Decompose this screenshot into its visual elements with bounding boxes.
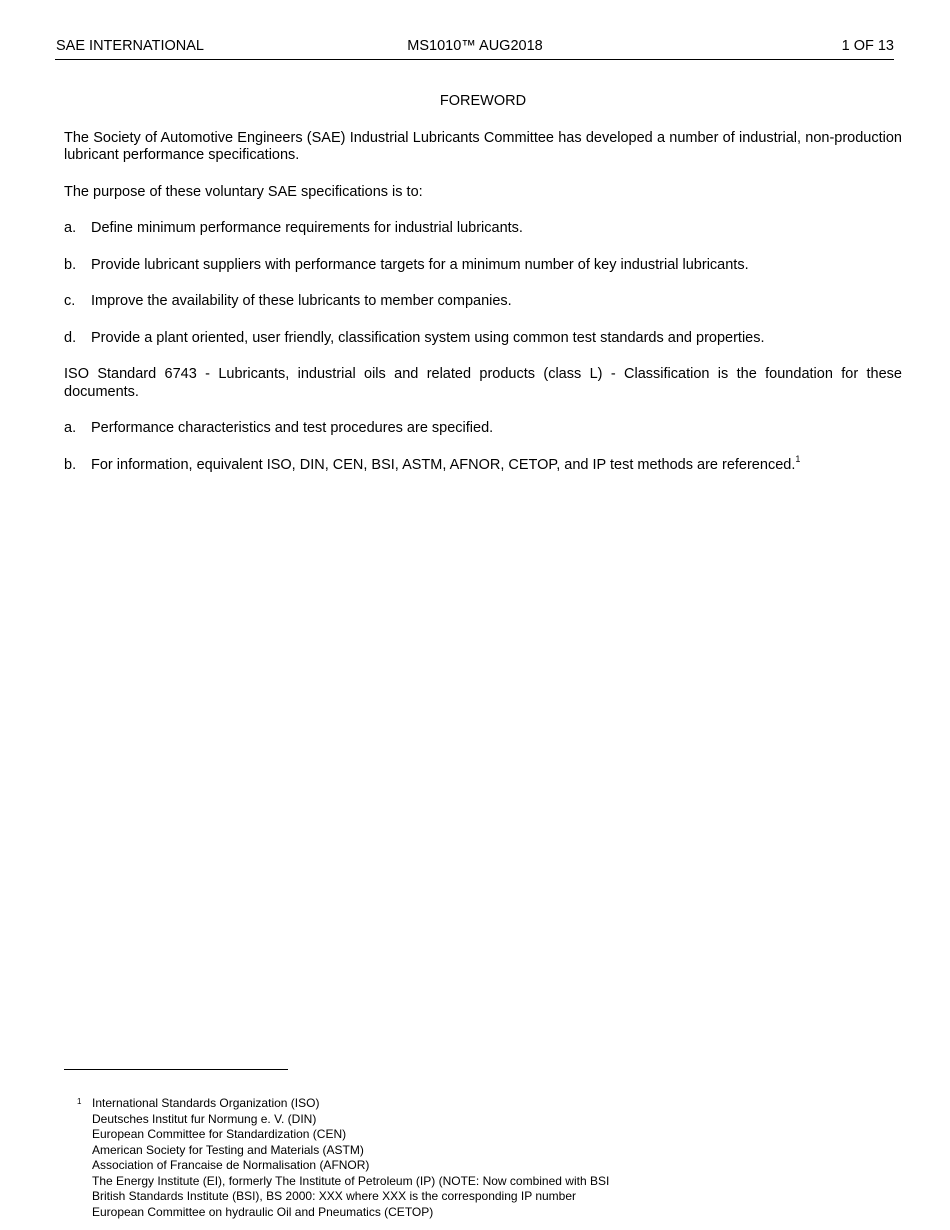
footnote-line: International Standards Organization (ISO)	[92, 1096, 320, 1110]
purpose-paragraph: The purpose of these voluntary SAE specifications is to:	[64, 183, 423, 200]
intro-paragraph: The Society of Automotive Engineers (SAE) Industrial Lubricants Committee has developed a number of industrial, non-production lubricant performance specifications.	[64, 129, 902, 163]
footnote-line: The Energy Institute (EI), formerly The Institute of Petroleum (IP) (NOTE: Now combined with BSI	[92, 1173, 610, 1188]
list-item	[64, 330, 902, 348]
footnote-line: Deutsches Institut fur Normung e. V. (DIN)	[92, 1111, 317, 1126]
footnote-mark: 1	[77, 1097, 82, 1106]
list-item	[64, 293, 902, 311]
footnote	[77, 1096, 877, 1220]
list-item-text: Improve the availability of these lubricants to member companies.	[91, 293, 512, 309]
list-item	[64, 257, 902, 275]
foreword-section	[64, 93, 902, 493]
list-item	[64, 220, 902, 238]
list-item-text: Provide lubricant suppliers with performance targets for a minimum number of key industrial lubricants.	[91, 256, 749, 273]
header-organization: SAE INTERNATIONAL	[56, 38, 204, 54]
header-page-number: 1 OF 13	[841, 38, 894, 54]
footnote-divider	[64, 1069, 288, 1070]
section-title: FOREWORD	[439, 93, 527, 109]
list-item-text: Provide a plant oriented, user friendly, classification system using common test standards and properties.	[91, 329, 765, 346]
header-divider	[55, 59, 894, 60]
list-item-letter: a.	[64, 420, 77, 436]
list-item-letter: b.	[64, 456, 77, 473]
list-item-text: For information, equivalent ISO, DIN, CEN, BSI, ASTM, AFNOR, CETOP, and IP test methods are referenced.	[91, 456, 796, 473]
footnote-lines	[92, 1096, 877, 1220]
footnote-line: Association of Francaise de Normalisation (AFNOR)	[92, 1158, 370, 1172]
list-item	[64, 420, 902, 438]
list-item-letter: b.	[64, 256, 77, 273]
list-item-text: Performance characteristics and test procedures are specified.	[91, 420, 494, 436]
page-header	[56, 38, 894, 58]
list-item-letter: a.	[64, 220, 77, 236]
footnote-line: American Society for Testing and Materials (ASTM)	[92, 1142, 364, 1157]
footnote-line: European Committee on hydraulic Oil and Pneumatics (CETOP)	[92, 1204, 434, 1219]
header-document-id: MS1010™ AUG2018	[407, 38, 543, 54]
iso-paragraph: ISO Standard 6743 - Lubricants, industrial oils and related products (class L) - Classification is the foundation for these documents.	[64, 366, 902, 400]
footnote-line: European Committee for Standardization (CEN)	[92, 1127, 347, 1141]
list-item-letter: c.	[64, 293, 76, 309]
list-item-letter: d.	[64, 329, 77, 346]
list-item	[64, 453, 902, 475]
footnote-line: British Standards Institute (BSI), BS 2000: XXX where XXX is the corresponding IP number	[92, 1189, 577, 1203]
footnote-reference[interactable]: 1	[795, 453, 801, 464]
list-item-text: Define minimum performance requirements for industrial lubricants.	[91, 220, 523, 236]
